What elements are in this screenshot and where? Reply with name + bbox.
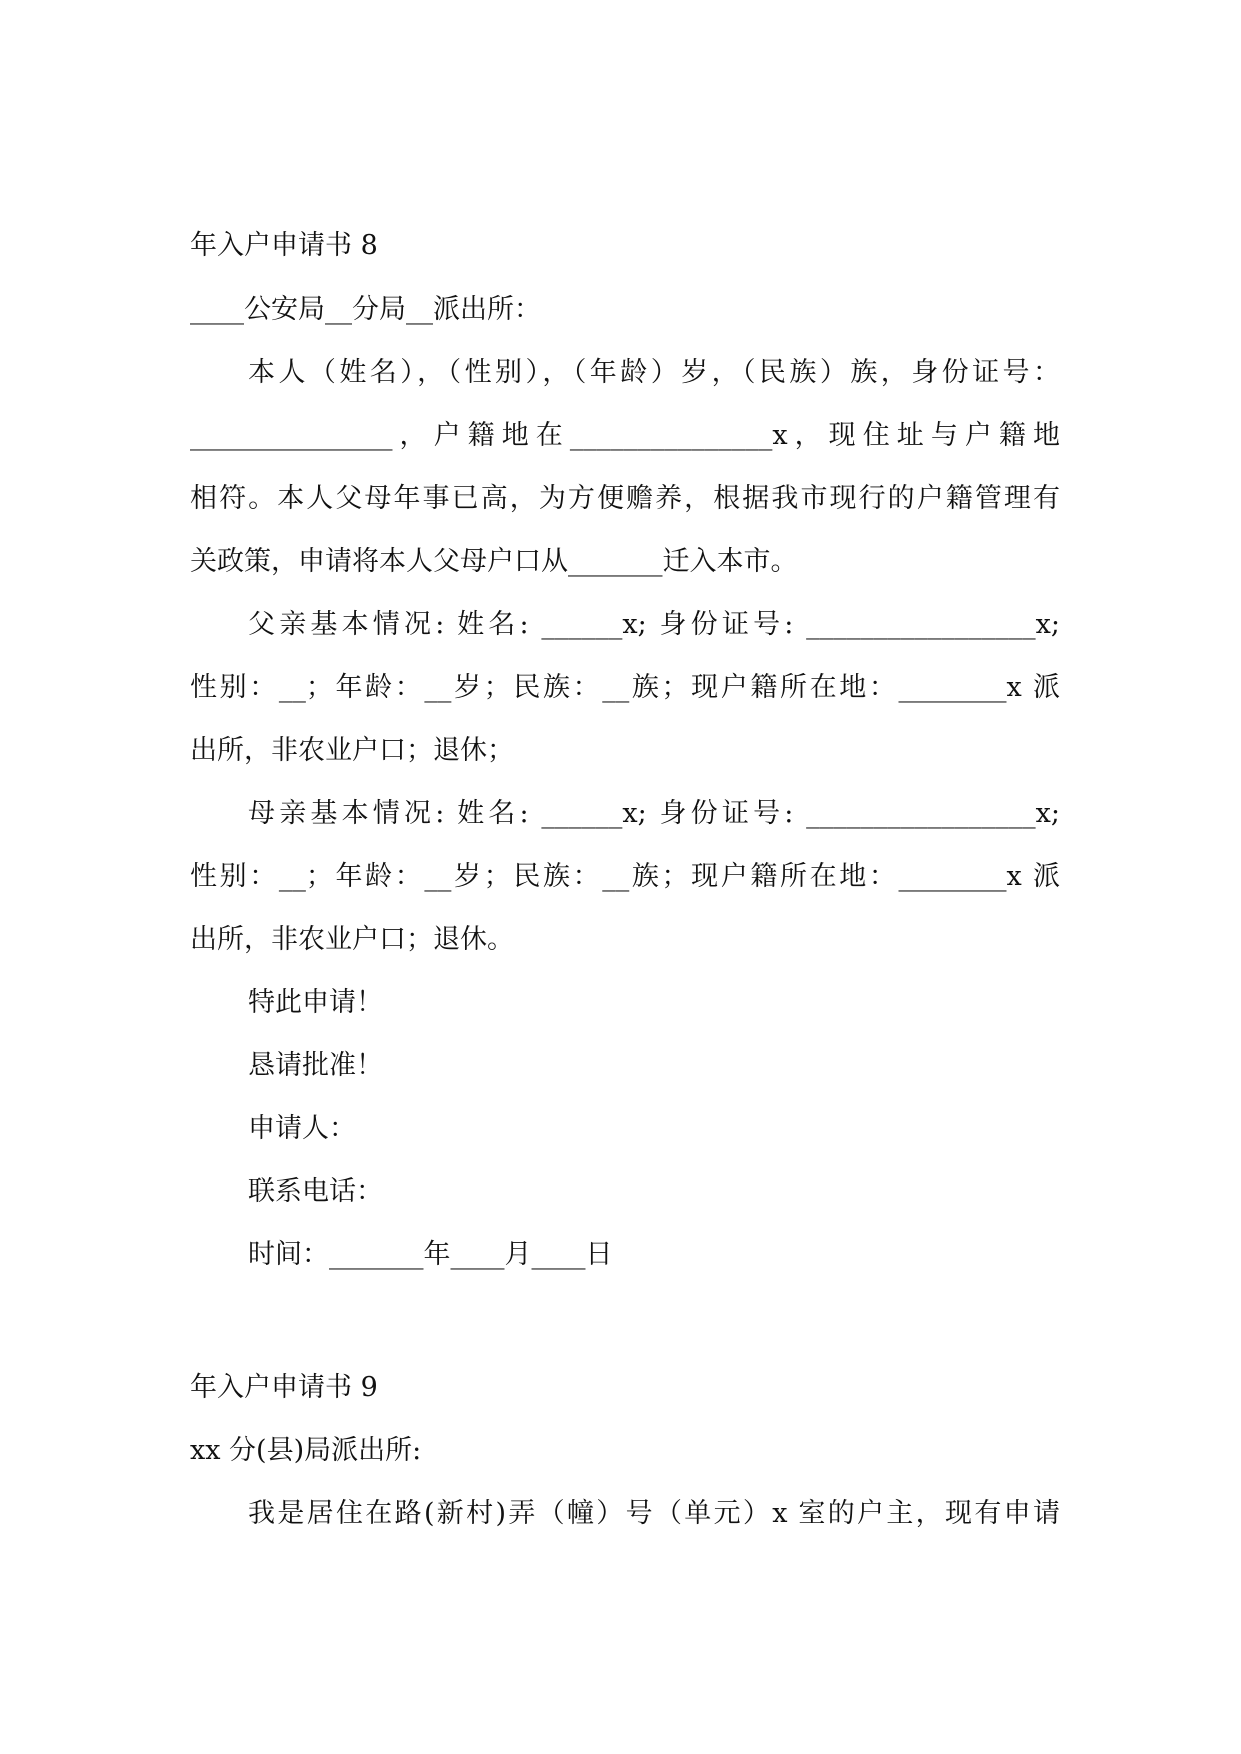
- father-info-line1: 父亲基本情况: 姓名: ______x; 身份证号: _________________x;: [248, 609, 1060, 640]
- date-line: 时间：_______年____月____日: [248, 1239, 613, 1270]
- section9-addressee: xx 分(县)局派出所:: [190, 1435, 422, 1466]
- section8-paragraph1-line2: _______________，户籍地在_______________x，现住址与户籍地: [190, 420, 1060, 451]
- mother-info-line1: 母亲基本情况: 姓名: ______x; 身份证号: _________________x;: [248, 798, 1060, 829]
- father-info-line2: 性别：__；年龄：__岁；民族：__族；现户籍所在地：________x 派: [190, 672, 1060, 703]
- father-info-line3: 出所，非农业户口；退休；: [190, 735, 514, 766]
- closing-approve-request: 恳请批准！: [248, 1050, 383, 1081]
- closing-special-request: 特此申请！: [248, 987, 383, 1018]
- section9-title: 年入户申请书 9: [190, 1372, 378, 1403]
- section8-paragraph1-line4: 关政策，申请将本人父母户口从_______迁入本市。: [190, 546, 798, 577]
- phone-label: 联系电话：: [248, 1176, 383, 1207]
- applicant-label: 申请人：: [248, 1113, 356, 1144]
- mother-info-line2: 性别：__；年龄：__岁；民族：__族；现户籍所在地：________x 派: [190, 861, 1060, 892]
- mother-info-line3: 出所，非农业户口；退休。: [190, 924, 514, 955]
- section9-paragraph1-line1: 我是居住在路(新村)弄（幢）号（单元）x 室的户主，现有申请: [248, 1498, 1060, 1529]
- section8-title: 年入户申请书 8: [190, 230, 378, 261]
- section8-paragraph1-line3: 相符。本人父母年事已高，为方便赡养，根据我市现行的户籍管理有: [190, 483, 1060, 514]
- section8-paragraph1-line1: 本人（姓名），（性别），（年龄）岁，（民族）族，身份证号：: [248, 357, 1060, 388]
- section8-addressee: ____公安局__分局__派出所：: [190, 294, 541, 325]
